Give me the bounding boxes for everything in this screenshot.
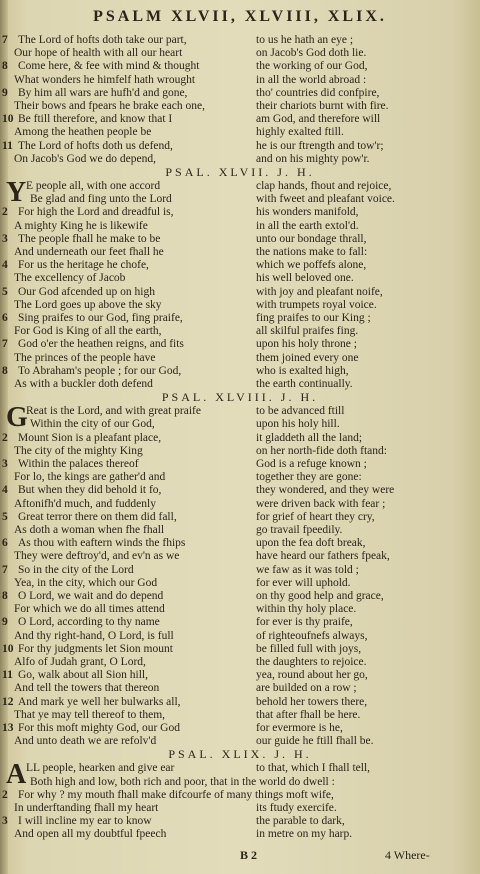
verse-line [0, 682, 480, 695]
verse-text-left: But when they did behold it fo, [18, 484, 162, 497]
verse-text-left: I will incline my ear to know [18, 815, 152, 828]
verse-text-right: for ever will uphold. [256, 576, 351, 589]
verse-number: 7 [2, 34, 8, 46]
verse-line [0, 74, 480, 87]
verse-number: 3 [2, 232, 8, 245]
verse-text-right: tho' countries did confpire, [256, 86, 380, 99]
verse-text-left: Alfo of Judah grant, O Lord, [14, 656, 146, 668]
verse-text-left: O Lord, according to thy name [18, 616, 160, 629]
verse-text-right: in all the earth extol'd. [256, 219, 359, 232]
verse-text-left: And open all my doubtful fpeech [14, 828, 167, 841]
verse-text-left: Both high and low, both rich and poor, that in the world do dwell : [30, 775, 335, 788]
verse-text-left: For God is King of all the earth, [14, 325, 162, 338]
verse-text-left: That ye may tell thereof to them, [14, 708, 166, 721]
verse-text-right: upon his holy hill. [256, 418, 340, 431]
verse-number: 3 [2, 815, 8, 828]
verse-text-right: who is exalted high, [256, 364, 349, 377]
drop-capital: Y [6, 177, 27, 208]
verse-text-left: Their bows and fpears he brake each one, [14, 100, 205, 112]
verse-number: 8 [2, 590, 8, 602]
verse-line [0, 418, 480, 431]
verse-line [0, 590, 480, 603]
verse-text-left: For high the Lord and dreadful is, [18, 206, 174, 219]
verse-text-right: of righteoufnefs always, [256, 629, 368, 642]
verse-number: 8 [2, 364, 8, 377]
verse-text-left: Go, walk about all Sion hill, [18, 669, 149, 682]
verse-text-left: As doth a woman when fhe fhall [14, 524, 165, 536]
verse-line [0, 802, 480, 815]
psalm-heading: PSAL. XLIX. J. H. [168, 747, 312, 762]
verse-text-left: For which we do all times attend [14, 603, 165, 616]
verse-text-right: for evermore is he, [256, 722, 343, 734]
running-head: PSALM XLVII, XLVIII, XLIX. [93, 8, 387, 25]
signature-mark: B 2 [240, 848, 258, 862]
verse-line [0, 140, 480, 153]
verse-line [0, 378, 480, 391]
verse-text-right: it gladdeth all the land; [256, 431, 363, 444]
verse-text-right: its ftudy exercife. [256, 802, 337, 814]
verse-text-left: Among the heathen people be [14, 126, 152, 139]
verse-number: 2 [2, 206, 8, 219]
drop-capital: A [6, 759, 27, 791]
verse-text-left: Be glad and fing unto the Lord [30, 193, 172, 206]
verse-number: 10 [2, 113, 14, 126]
verse-text-right: in all the world abroad : [256, 73, 367, 86]
verse-number: 2 [2, 788, 8, 801]
verse-line [0, 47, 480, 60]
verse-line [0, 762, 480, 775]
verse-text-right: with fweet and pleafant voice. [256, 193, 395, 206]
verse-line [0, 233, 480, 246]
verse-number: 9 [2, 86, 8, 99]
verse-text-right: yea, round about her go, [256, 669, 368, 682]
verse-text-right: with joy and pleafant noife, [256, 285, 383, 298]
verse-line [0, 126, 480, 139]
verse-number: 10 [2, 642, 14, 655]
verse-line [0, 643, 480, 656]
verse-text-left: And unto death we are refolv'd [14, 735, 157, 748]
verse-line [0, 709, 480, 722]
verse-line [0, 735, 480, 748]
verse-number: 4 [2, 259, 8, 272]
verse-line [0, 722, 480, 735]
verse-line [0, 458, 480, 471]
verse-number: 6 [2, 312, 8, 324]
verse-text-left: Our God afcended up on high [18, 285, 156, 298]
verse-number: 13 [2, 722, 14, 734]
verse-text-left: E people all, with one accord [26, 180, 161, 192]
verse-number: 5 [2, 285, 8, 298]
verse-line [0, 352, 480, 365]
verse-text-right: God is a refuge known ; [256, 458, 367, 470]
verse-text-right: upon the fea doft break, [256, 537, 366, 550]
verse-text-right: to us he hath an eye ; [256, 34, 354, 46]
verse-line [0, 113, 480, 126]
verse-text-right: fing praifes to our King ; [256, 312, 371, 324]
verse-text-left: The princes of the people have [14, 351, 156, 364]
verse-line [0, 789, 480, 802]
verse-text-left: And underneath our feet fhall he [14, 246, 164, 258]
verse-text-right: the daughters to rejoice. [256, 656, 367, 668]
verse-line [0, 259, 480, 272]
verse-text-left: As with a buckler doth defend [14, 378, 153, 390]
verse-text-left: Come here, & fee with mind & thought [18, 60, 200, 73]
verse-number: 7 [2, 338, 8, 351]
verse-text-right: that after fhall be here. [256, 708, 361, 721]
verse-text-left: Aftonifh'd much, and fuddenly [14, 497, 156, 510]
verse-line [0, 656, 480, 669]
verse-text-left: They were deftroy'd, and ev'n as we [14, 550, 180, 563]
drop-capital: G [6, 402, 28, 434]
verse-number: 11 [2, 139, 13, 152]
verse-text-left: For why ? my mouth fhall make difcourfe of many things moft wife, [18, 788, 334, 801]
verse-text-left: On Jacob's God we do depend, [14, 152, 156, 165]
verse-line [0, 325, 480, 338]
verse-text-right: which we poffefs alone, [256, 259, 367, 272]
verse-line [0, 776, 480, 789]
verse-text-right: behold her towers there, [256, 695, 368, 708]
verse-text-left: As thou with eaftern winds the fhips [18, 537, 186, 550]
verse-text-right: we faw as it was told ; [256, 563, 359, 576]
verse-text-right: within thy holy place. [256, 603, 357, 616]
verse-text-right: together they are gone: [256, 471, 362, 484]
verse-text-right: unto our bondage thrall, [256, 232, 367, 245]
verse-line [0, 815, 480, 828]
verse-line [0, 577, 480, 590]
verse-text-right: his wonders manifold, [256, 206, 359, 219]
verse-number: 4 [2, 484, 8, 497]
verse-line [0, 34, 480, 47]
verse-line [0, 220, 480, 233]
verse-number: 12 [2, 695, 14, 708]
verse-text-right: were driven back with fear ; [256, 497, 386, 510]
verse-text-right: to be advanced ftill [256, 405, 345, 418]
verse-text-right: have heard our fathers fpeak, [256, 550, 390, 563]
verse-line [0, 696, 480, 709]
verse-number: 6 [2, 537, 8, 550]
verse-line [0, 180, 480, 193]
verse-text-right: their chariots burnt with fire. [256, 100, 389, 112]
verse-text-right: am God, and therefore will [256, 113, 381, 126]
verse-line [0, 272, 480, 285]
psalm-heading: PSAL. XLVII. J. H. [165, 165, 315, 179]
verse-line [0, 299, 480, 312]
verse-text-right: the working of our God, [256, 60, 368, 73]
verse-number: 8 [2, 60, 8, 73]
verse-text-right: he is our ftrength and tow'r; [256, 139, 384, 152]
verse-text-left: O Lord, we wait and do depend [18, 590, 164, 602]
verse-text-left: For this moft mighty God, our God [18, 722, 180, 734]
verse-text-left: By him all wars are hufh'd and gone, [18, 86, 188, 99]
verse-text-left: Within the palaces thereof [18, 458, 139, 470]
verse-line [0, 828, 480, 841]
verse-line [0, 193, 480, 206]
verse-text-left: Our hope of health with all our heart [14, 47, 183, 60]
verse-text-right: our guide he ftill fhall be. [256, 735, 374, 748]
verse-text-right: on Jacob's God doth lie. [256, 47, 367, 60]
verse-line [0, 550, 480, 563]
verse-text-left: For us the heritage he chofe, [18, 259, 149, 272]
verse-text-left: And thy right-hand, O Lord, is full [14, 629, 174, 642]
verse-text-right: highly exalted ftill. [256, 126, 344, 139]
verse-text-left: The people fhall he make to be [18, 232, 161, 245]
verse-text-right: for grief of heart they cry, [256, 510, 375, 523]
verse-text-right: the earth continually. [256, 378, 353, 390]
verse-line [0, 484, 480, 497]
verse-text-left: LL people, hearken and give ear [26, 762, 175, 775]
verse-text-right: are builded on a row ; [256, 682, 357, 695]
verse-line [0, 445, 480, 458]
verse-line [0, 669, 480, 682]
verse-text-left: Mount Sion is a pleafant place, [18, 431, 162, 444]
verse-text-right: all skilful praifes fing. [256, 325, 359, 338]
verse-text-right: and on his mighty pow'r. [256, 152, 370, 165]
psalm-heading: PSAL. XLVIII. J. H. [161, 390, 319, 405]
verse-text-left: The Lord of hofts doth us defend, [18, 139, 173, 152]
verse-text-right: they wondered, and they were [256, 484, 395, 497]
verse-text-right: for ever is thy praife, [256, 616, 353, 629]
verse-text-left: To Abraham's people ; for our God, [18, 364, 182, 377]
verse-line [0, 246, 480, 259]
verse-line [0, 153, 480, 166]
verse-text-right: be filled full with joys, [256, 642, 362, 655]
verse-line [0, 603, 480, 616]
verse-number: 2 [2, 431, 8, 444]
verse-number: 9 [2, 616, 8, 629]
verse-text-left: Be ftill therefore, and know that I [18, 113, 173, 126]
verse-text-right: with trumpets royal voice. [256, 298, 377, 311]
verse-text-left: For lo, the kings are gather'd and [14, 471, 166, 484]
verse-text-left: For thy judgments let Sion mount [18, 642, 173, 655]
verse-text-right: the nations make to fall: [256, 246, 368, 258]
verse-text-left: Within the city of our God, [30, 418, 155, 431]
verse-line [0, 498, 480, 511]
verse-line [0, 365, 480, 378]
verse-line [0, 60, 480, 73]
verse-text-right: upon his holy throne ; [256, 338, 357, 351]
verse-text-left: And tell the towers that thereon [14, 682, 160, 695]
verse-line [0, 87, 480, 100]
verse-line [0, 100, 480, 113]
verse-line [0, 432, 480, 445]
verse-number: 7 [2, 563, 8, 576]
verse-line [0, 616, 480, 629]
verse-line [0, 471, 480, 484]
verse-text-right: on her north-fide doth ftand: [256, 444, 387, 457]
verse-line [0, 286, 480, 299]
verse-text-right: clap hands, fhout and rejoice, [256, 180, 392, 192]
verse-number: 3 [2, 458, 8, 470]
verse-line [0, 524, 480, 537]
verse-text-right: them joined every one [256, 351, 359, 364]
verse-text-right: the parable to dark, [256, 815, 345, 828]
verse-text-left: Reat is the Lord, and with great praife [26, 405, 201, 418]
verse-text-left: God o'er the heathen reigns, and fits [18, 338, 184, 351]
verse-text-left: The excellency of Jacob [14, 272, 126, 285]
verse-text-right: to that, which I fhall tell, [256, 762, 371, 775]
verse-text-left: A mighty King he is likewife [14, 219, 148, 232]
verse-text-left: The Lord of hofts doth take our part, [18, 34, 187, 46]
verse-text-right: his well beloved one. [256, 272, 354, 285]
verse-text-right: go travail fpeedily. [256, 524, 343, 536]
verse-line [0, 338, 480, 351]
verse-text-left: So in the city of the Lord [18, 563, 134, 576]
verse-text-left: Sing praifes to our God, fing praife, [18, 312, 183, 324]
catchword: 4 Where- [385, 848, 430, 862]
verse-text-left: Great terror there on them did fall, [18, 510, 177, 523]
verse-text-left: Yea, in the city, which our God [14, 576, 158, 589]
verse-text-left: In underftanding fhall my heart [14, 802, 159, 814]
verse-text-left: And mark ye well her bulwarks all, [18, 695, 181, 708]
verse-line [0, 630, 480, 643]
verse-text-right: on thy good help and grace, [256, 590, 384, 602]
verse-text-right: in metre on my harp. [256, 828, 353, 841]
verse-line [0, 206, 480, 219]
verse-text-left: The Lord goes up above the sky [14, 298, 162, 311]
verse-number: 5 [2, 510, 8, 523]
verse-number: 11 [2, 669, 13, 682]
verse-line [0, 312, 480, 325]
verse-line [0, 405, 480, 418]
verse-line [0, 537, 480, 550]
verse-text-left: What wonders he himfelf hath wrought [14, 73, 196, 86]
verse-text-left: The city of the mighty King [14, 444, 143, 457]
verse-line [0, 511, 480, 524]
verse-line [0, 564, 480, 577]
